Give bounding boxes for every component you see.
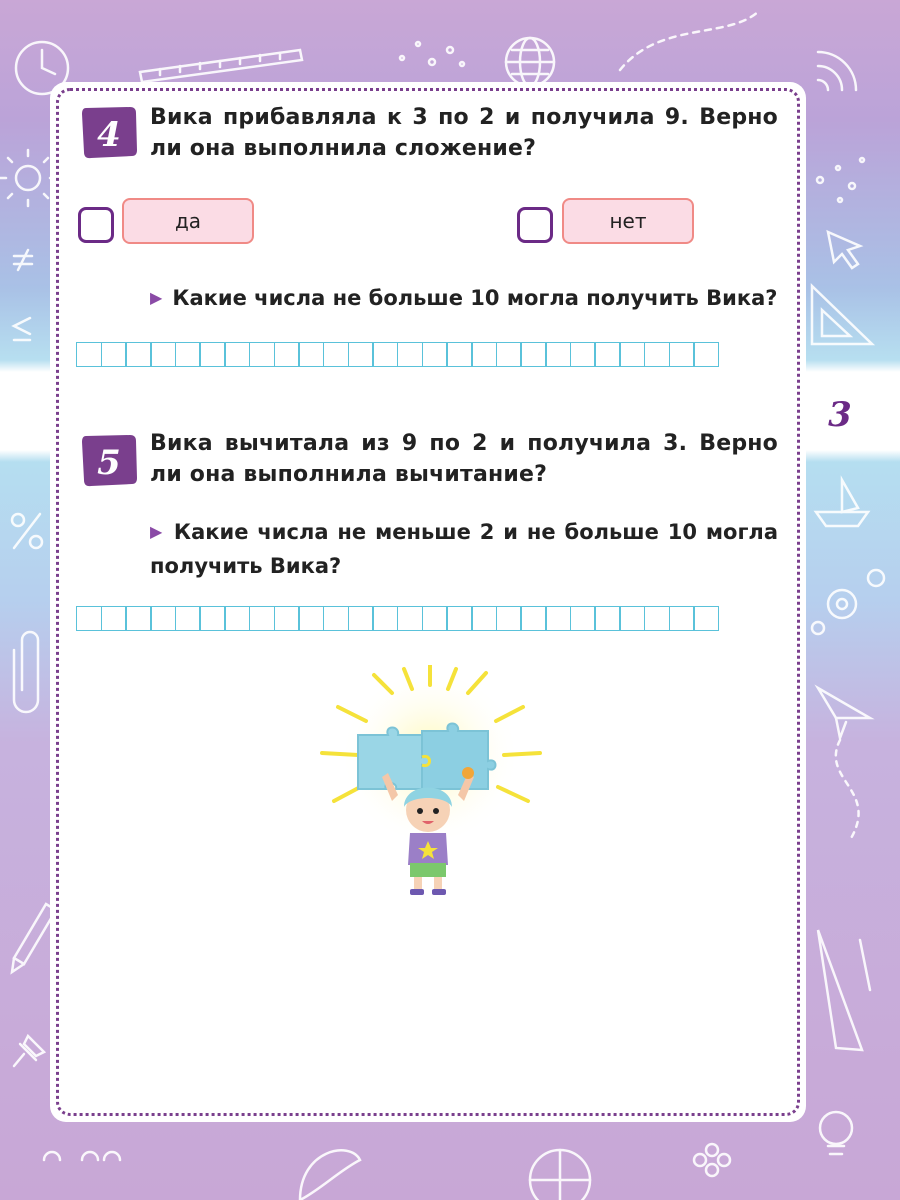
- grid-cell[interactable]: [570, 342, 596, 367]
- grid-cell[interactable]: [199, 606, 225, 631]
- grid-cell[interactable]: [274, 606, 300, 631]
- paperclip-icon: [14, 632, 38, 712]
- grid-cell[interactable]: [372, 606, 398, 631]
- task-number: 4: [97, 115, 121, 155]
- triangle-icon: [818, 930, 870, 1050]
- grid-cell[interactable]: [520, 342, 546, 367]
- sub-question-text: Какие числа не больше 10 могла получить Вика?: [172, 286, 778, 310]
- sun-icon: [0, 150, 56, 206]
- grid-cell[interactable]: [199, 342, 225, 367]
- child-with-puzzle-illustration: [318, 665, 548, 900]
- grid-cell[interactable]: [496, 606, 522, 631]
- page-number: 3: [828, 395, 852, 435]
- ball-icon: [530, 1150, 590, 1200]
- task-number-badge: [78, 432, 140, 490]
- grid-cell[interactable]: [471, 342, 497, 367]
- berries-icon: [694, 1144, 730, 1176]
- grid-cell[interactable]: [446, 606, 472, 631]
- answer-option-yes: да: [122, 198, 254, 244]
- leaf-icon: [300, 1150, 360, 1200]
- answer-grid[interactable]: [76, 606, 718, 631]
- grid-cell[interactable]: [693, 342, 719, 367]
- answer-grid[interactable]: [76, 342, 718, 367]
- task-text: Вика прибавляла к 3 по 2 и получила 9. Верно ли она выполнила сложение?: [150, 105, 778, 161]
- set-square-icon: [812, 286, 872, 344]
- sub-question-text: Какие числа не меньше 2 и не больше 10 могла получить Вика?: [150, 520, 778, 578]
- grid-cell[interactable]: [150, 606, 176, 631]
- answer-option-no: нет: [562, 198, 694, 244]
- grid-cell[interactable]: [619, 606, 645, 631]
- grid-cell[interactable]: [101, 342, 127, 367]
- boat-icon: [816, 480, 868, 526]
- grid-cell[interactable]: [520, 606, 546, 631]
- wifi-icon: [818, 52, 856, 90]
- grid-cell[interactable]: [496, 342, 522, 367]
- answer-checkbox-yes[interactable]: [78, 207, 114, 243]
- grid-cell[interactable]: [175, 606, 201, 631]
- grid-cell[interactable]: [224, 606, 250, 631]
- triangle-bullet-icon: ▶: [150, 522, 164, 541]
- triangle-bullet-icon: ▶: [150, 288, 163, 307]
- grid-cell[interactable]: [422, 606, 448, 631]
- grid-cell[interactable]: [249, 342, 275, 367]
- grid-cell[interactable]: [594, 342, 620, 367]
- grid-cell[interactable]: [249, 606, 275, 631]
- grid-cell[interactable]: [76, 606, 102, 631]
- answer-checkbox-no[interactable]: [517, 207, 553, 243]
- pin-icon: [14, 1036, 44, 1066]
- task-number: 5: [97, 443, 121, 483]
- grid-cell[interactable]: [669, 606, 695, 631]
- grid-cell[interactable]: [298, 342, 324, 367]
- task-badge-shape: [78, 432, 140, 490]
- sub-question: [150, 516, 778, 582]
- grid-cell[interactable]: [545, 606, 571, 631]
- task-number-badge: [78, 104, 140, 162]
- grid-cell[interactable]: [175, 342, 201, 367]
- grid-cell[interactable]: [446, 342, 472, 367]
- ruler-icon: [140, 50, 302, 82]
- gear-icon: [812, 570, 884, 634]
- grid-cell[interactable]: [570, 606, 596, 631]
- grid-cell[interactable]: [644, 342, 670, 367]
- grid-cell[interactable]: [594, 606, 620, 631]
- grid-cell[interactable]: [397, 342, 423, 367]
- grid-cell[interactable]: [348, 606, 374, 631]
- grid-cell[interactable]: [125, 342, 151, 367]
- grid-cell[interactable]: [545, 342, 571, 367]
- grid-cell[interactable]: [693, 606, 719, 631]
- grid-cell[interactable]: [644, 606, 670, 631]
- task-text: Вика вычитала из 9 по 2 и получила 3. Верно ли она выполнила вычитание?: [150, 431, 778, 487]
- grid-cell[interactable]: [323, 606, 349, 631]
- grid-cell[interactable]: [101, 606, 127, 631]
- grid-cell[interactable]: [397, 606, 423, 631]
- sub-question: [150, 282, 790, 316]
- grid-cell[interactable]: [150, 342, 176, 367]
- grid-cell[interactable]: [619, 342, 645, 367]
- grid-cell[interactable]: [76, 342, 102, 367]
- bulb-icon: [820, 1112, 852, 1154]
- cursor-icon: [828, 232, 860, 268]
- paper-plane-icon: [818, 688, 870, 840]
- globe-icon: [506, 38, 554, 86]
- grid-cell[interactable]: [669, 342, 695, 367]
- grid-cell[interactable]: [224, 342, 250, 367]
- grid-cell[interactable]: [372, 342, 398, 367]
- grid-cell[interactable]: [298, 606, 324, 631]
- grid-cell[interactable]: [125, 606, 151, 631]
- task-badge-shape: [78, 104, 140, 162]
- grid-cell[interactable]: [348, 342, 374, 367]
- grid-cell[interactable]: [422, 342, 448, 367]
- grid-cell[interactable]: [274, 342, 300, 367]
- percent-icon: [12, 514, 42, 548]
- grid-cell[interactable]: [323, 342, 349, 367]
- grid-cell[interactable]: [471, 606, 497, 631]
